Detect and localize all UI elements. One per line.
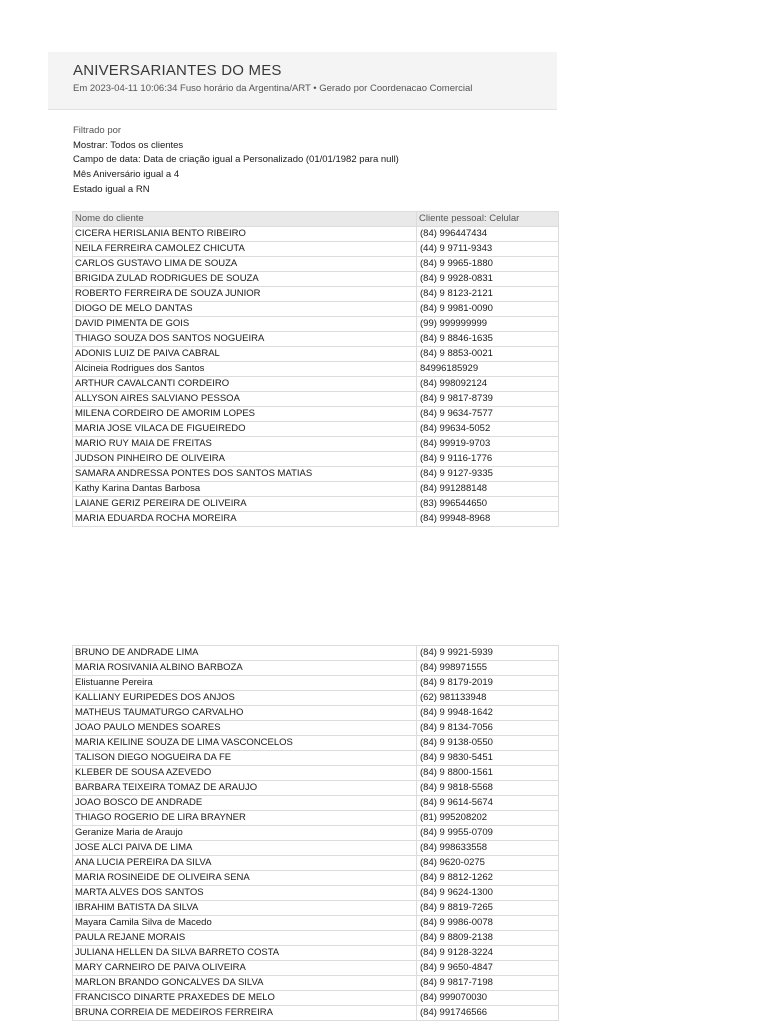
client-name-cell: BRUNA CORREIA DE MEDEIROS FERREIRA [73,1006,417,1021]
table-row [73,302,559,317]
table-row [73,856,559,871]
client-phone-cell: (84) 9 9965-1880 [417,257,559,272]
table-row [73,287,559,302]
table-row [73,826,559,841]
client-name-cell: PAULA REJANE MORAIS [73,931,417,946]
client-phone-cell: (84) 9 9921-5939 [417,646,559,661]
client-phone-cell: (81) 995208202 [417,811,559,826]
table-row [73,706,559,721]
client-phone-cell: (84) 998633558 [417,841,559,856]
client-phone-cell: (62) 981133948 [417,691,559,706]
client-phone-cell: (84) 9 9138-0550 [417,736,559,751]
table-header-row [73,212,559,227]
table-row [73,257,559,272]
table-row [73,931,559,946]
table-row [73,661,559,676]
client-name-cell: MARIO RUY MAIA DE FREITAS [73,437,417,452]
client-name-cell: Kathy Karina Dantas Barbosa [73,482,417,497]
client-phone-cell: (84) 9 9830-5451 [417,751,559,766]
client-name-cell: JOAO BOSCO DE ANDRADE [73,796,417,811]
client-name-cell: MARIA EDUARDA ROCHA MOREIRA [73,512,417,527]
client-name-cell: Geranize Maria de Araujo [73,826,417,841]
client-phone-cell: 84996185929 [417,362,559,377]
client-name-cell: SAMARA ANDRESSA PONTES DOS SANTOS MATIAS [73,467,417,482]
client-name-cell: THIAGO ROGERIO DE LIRA BRAYNER [73,811,417,826]
client-name-cell: MARY CARNEIRO DE PAIVA OLIVEIRA [73,961,417,976]
client-phone-cell: (84) 9 9986-0078 [417,916,559,931]
client-phone-cell: (84) 9 8123-2121 [417,287,559,302]
client-phone-cell: (84) 9 8134-7056 [417,721,559,736]
table-body [73,646,559,1021]
table-row [73,796,559,811]
client-name-cell: Mayara Camila Silva de Macedo [73,916,417,931]
client-name-cell: ROBERTO FERREIRA DE SOUZA JUNIOR [73,287,417,302]
client-phone-cell: (84) 9 8809-2138 [417,931,559,946]
client-phone-cell: (84) 99634-5052 [417,422,559,437]
filter-line: Campo de data: Data de criação igual a Personalizado (01/01/1982 para null) [73,154,399,166]
client-phone-cell: (84) 99948-8968 [417,512,559,527]
client-name-cell: FRANCISCO DINARTE PRAXEDES DE MELO [73,991,417,1006]
client-phone-cell: (84) 9 9116-1776 [417,452,559,467]
client-name-cell: MARLON BRANDO GONCALVES DA SILVA [73,976,417,991]
client-name-cell: KLEBER DE SOUSA AZEVEDO [73,766,417,781]
client-phone-cell: (84) 9 9981-0090 [417,302,559,317]
table-row [73,976,559,991]
client-name-cell: ARTHUR CAVALCANTI CORDEIRO [73,377,417,392]
client-phone-cell: (84) 9 9614-5674 [417,796,559,811]
client-phone-cell: (84) 9 8846-1635 [417,332,559,347]
table-row [73,242,559,257]
client-phone-cell: (84) 9 9624-1300 [417,886,559,901]
client-phone-cell: (84) 9 9955-0709 [417,826,559,841]
client-name-cell: MATHEUS TAUMATURGO CARVALHO [73,706,417,721]
table-row [73,512,559,527]
filter-heading: Filtrado por [73,125,122,136]
client-name-cell: CARLOS GUSTAVO LIMA DE SOUZA [73,257,417,272]
client-phone-cell: (84) 9 8800-1561 [417,766,559,781]
client-phone-cell: (84) 999070030 [417,991,559,1006]
client-name-cell: MILENA CORDEIRO DE AMORIM LOPES [73,407,417,422]
table-row [73,736,559,751]
client-name-cell: BRIGIDA ZULAD RODRIGUES DE SOUZA [73,272,417,287]
client-phone-cell: (84) 9 9817-8739 [417,392,559,407]
table-row [73,721,559,736]
filter-line: Estado igual a RN [73,183,150,195]
client-name-cell: THIAGO SOUZA DOS SANTOS NOGUEIRA [73,332,417,347]
client-name-cell: TALISON DIEGO NOGUEIRA DA FE [73,751,417,766]
table-row [73,841,559,856]
filter-line: Mês Aniversário igual a 4 [73,169,180,181]
client-phone-cell: (84) 998971555 [417,661,559,676]
table-row [73,691,559,706]
table-row [73,811,559,826]
client-phone-cell: (84) 99919-9703 [417,437,559,452]
client-name-cell: Alcineia Rodrigues dos Santos [73,362,417,377]
client-phone-cell: (84) 9 8853-0021 [417,347,559,362]
table-row [73,437,559,452]
column-header-name: Nome do cliente [73,212,417,227]
client-name-cell: KALLIANY EURIPEDES DOS ANJOS [73,691,417,706]
client-phone-cell: (84) 9 9817-7198 [417,976,559,991]
table-row [73,946,559,961]
table-row [73,991,559,1006]
client-name-cell: NEILA FERREIRA CAMOLEZ CHICUTA [73,242,417,257]
report-header [48,52,557,110]
filter-summary [73,124,399,198]
table-row [73,871,559,886]
client-phone-cell: (84) 9 8812-1262 [417,871,559,886]
table-row [73,377,559,392]
table-row [73,676,559,691]
client-phone-cell: (84) 9620-0275 [417,856,559,871]
table-body [73,227,559,527]
client-name-cell: LAIANE GERIZ PEREIRA DE OLIVEIRA [73,497,417,512]
table-row [73,332,559,347]
client-name-cell: JUDSON PINHEIRO DE OLIVEIRA [73,452,417,467]
table-row [73,497,559,512]
table-row [73,422,559,437]
client-name-cell: ADONIS LUIZ DE PAIVA CABRAL [73,347,417,362]
client-name-cell: Elistuanne Pereira [73,676,417,691]
filter-line: Mostrar: Todos os clientes [73,139,184,151]
client-name-cell: BRUNO DE ANDRADE LIMA [73,646,417,661]
table-row [73,347,559,362]
client-name-cell: MARIA ROSIVANIA ALBINO BARBOZA [73,661,417,676]
client-name-cell: MARIA JOSE VILACA DE FIGUEIREDO [73,422,417,437]
client-name-cell: MARIA KEILINE SOUZA DE LIMA VASCONCELOS [73,736,417,751]
table-row [73,646,559,661]
client-phone-cell: (84) 9 9127-9335 [417,467,559,482]
client-name-cell: JOAO PAULO MENDES SOARES [73,721,417,736]
client-phone-cell: (83) 996544650 [417,497,559,512]
table-row [73,467,559,482]
report-title: ANIVERSARIANTES DO MES [73,62,282,79]
client-phone-cell: (84) 991746566 [417,1006,559,1021]
client-name-cell: MARTA ALVES DOS SANTOS [73,886,417,901]
client-name-cell: MARIA ROSINEIDE DE OLIVEIRA SENA [73,871,417,886]
client-phone-cell: (99) 999999999 [417,317,559,332]
client-phone-cell: (84) 996447434 [417,227,559,242]
client-name-cell: DAVID PIMENTA DE GOIS [73,317,417,332]
table-row [73,317,559,332]
table-row [73,916,559,931]
table-row [73,407,559,422]
client-phone-cell: (84) 9 8819-7265 [417,901,559,916]
client-name-cell: ANA LUCIA PEREIRA DA SILVA [73,856,417,871]
client-name-cell: JULIANA HELLEN DA SILVA BARRETO COSTA [73,946,417,961]
table-row [73,452,559,467]
table-row [73,227,559,242]
table-row [73,781,559,796]
table-row [73,886,559,901]
table-row [73,362,559,377]
table-row [73,901,559,916]
table-row [73,961,559,976]
clients-table-continued [72,645,559,1021]
report-subtitle: Em 2023-04-11 10:06:34 Fuso horário da Argentina/ART • Gerado por Coordenacao Comercial [73,83,473,94]
client-name-cell: CICERA HERISLANIA BENTO RIBEIRO [73,227,417,242]
client-phone-cell: (84) 9 9128-3224 [417,946,559,961]
client-phone-cell: (84) 9 9928-0831 [417,272,559,287]
table-row [73,751,559,766]
table-row [73,392,559,407]
client-name-cell: IBRAHIM BATISTA DA SILVA [73,901,417,916]
client-name-cell: ALLYSON AIRES SALVIANO PESSOA [73,392,417,407]
client-phone-cell: (84) 9 9650-4847 [417,961,559,976]
client-phone-cell: (84) 9 8179-2019 [417,676,559,691]
table-row [73,1006,559,1021]
client-phone-cell: (84) 998092124 [417,377,559,392]
table-row [73,482,559,497]
client-phone-cell: (44) 9 9711-9343 [417,242,559,257]
table-row [73,272,559,287]
client-phone-cell: (84) 991288148 [417,482,559,497]
clients-table [72,211,559,527]
client-phone-cell: (84) 9 9948-1642 [417,706,559,721]
client-name-cell: JOSE ALCI PAIVA DE LIMA [73,841,417,856]
column-header-phone: Cliente pessoal: Celular [417,212,559,227]
client-phone-cell: (84) 9 9818-5568 [417,781,559,796]
client-name-cell: BARBARA TEIXEIRA TOMAZ DE ARAUJO [73,781,417,796]
client-phone-cell: (84) 9 9634-7577 [417,407,559,422]
table-row [73,766,559,781]
client-name-cell: DIOGO DE MELO DANTAS [73,302,417,317]
